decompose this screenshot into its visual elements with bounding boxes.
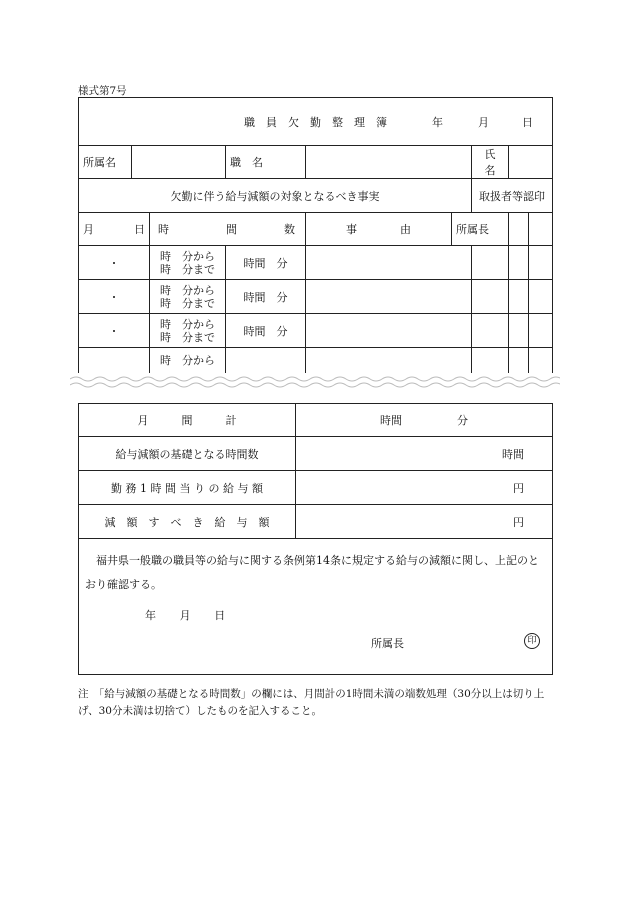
name-field[interactable] [509,146,553,179]
column-header-row [79,213,553,246]
date-cell[interactable]: ・ [79,280,150,314]
section-row [79,179,553,213]
hourly-pay-row [79,471,553,505]
reason-col-label-b: 由 [400,223,411,236]
basis-hours-row [79,437,553,471]
basis-hours-value[interactable]: 時間 [296,437,553,471]
date-cell[interactable]: ・ [79,314,150,348]
reason-cell[interactable] [306,314,472,348]
approval-col-2 [509,213,529,246]
dept-head-seal-cell[interactable] [472,280,509,314]
time-col-label: 時 [158,223,169,236]
time-to: 時 分まで [160,330,215,344]
reduction-row [79,505,553,539]
count-col-label: 数 [284,223,295,236]
monthly-total-label: 月 間 計 [79,404,296,437]
dept-head-seal-cell[interactable] [472,246,509,280]
time-range-cell[interactable] [150,280,226,314]
confirmation-row [79,539,553,675]
time-from: 時 分から [160,317,215,331]
time-from: 時 分から [160,283,215,297]
dept-label: 所属名 [79,146,132,179]
approval-seal-cell[interactable] [509,280,529,314]
date-cell[interactable]: ・ [79,246,150,280]
approval-seal-cell[interactable] [529,314,553,348]
title-cell [79,98,553,146]
approval-heading: 取扱者等認印 [472,179,553,213]
record-row[interactable] [79,246,553,280]
record-row[interactable] [79,314,553,348]
monthly-total-value[interactable]: 時間 分 [296,404,553,437]
signature-line [79,631,552,661]
hours-cell[interactable]: 時間 分 [226,280,306,314]
signer-label: 所属長 [371,637,404,650]
header-month: 月 [478,115,489,129]
reason-cell[interactable] [306,280,472,314]
approval-seal-cell[interactable] [529,246,553,280]
confirmation-statement: 福井県一般職の職員等の給与に関する条例第14条に規定する給与の減額に関し、上記のとおり確認する。 [85,554,539,591]
time-range-cell[interactable] [150,246,226,280]
form-number: 様式第7号 [78,85,127,97]
dept-head-header: 所属長 [452,213,509,246]
monthly-total-row [79,404,553,437]
header-day: 日 [522,115,533,129]
register-title: 職 員 欠 勤 整 理 簿 [244,115,387,129]
day-col-label: 日 [134,223,145,236]
summary-table [78,403,553,675]
month-col-label: 月 [83,223,94,236]
time-from: 時 分から [160,249,215,263]
time-from: 時 分から [160,354,215,367]
reason-col-label-a: 事 [346,223,357,236]
position-label: 職 名 [226,146,306,179]
header-year: 年 [432,115,443,129]
between-col-label: 間 [226,223,237,236]
basis-hours-label: 給与減額の基礎となる時間数 [79,437,296,471]
approval-col-3 [529,213,553,246]
approval-seal-cell[interactable] [509,246,529,280]
hourly-pay-value[interactable]: 円 [296,471,553,505]
reason-cell[interactable] [306,246,472,280]
record-row[interactable] [79,280,553,314]
confirmation-cell [79,539,553,675]
time-to: 時 分まで [160,296,215,310]
dept-field[interactable] [132,146,226,179]
attendance-table [78,97,553,382]
name-label: 氏 名 [472,146,509,179]
seal-mark: 印 [524,633,540,649]
title-row [79,98,553,146]
month-day-header [79,213,150,246]
reduction-label: 減 額 す べ き 給 与 額 [79,505,296,539]
hours-header [150,213,306,246]
time-to: 時 分まで [160,262,215,276]
time-range-cell[interactable] [150,314,226,348]
reduction-value[interactable]: 円 [296,505,553,539]
dept-head-seal-cell[interactable] [472,314,509,348]
wavy-break-lines [70,373,560,401]
approval-seal-cell[interactable] [509,314,529,348]
info-row [79,146,553,179]
footnote: 注 「給与減額の基礎となる時間数」の欄には、月間計の1時間未満の端数処理（30分以上は切り上げ、30分未満は切捨て）したものを記入すること。 [78,688,545,717]
hours-cell[interactable]: 時間 分 [226,314,306,348]
facts-heading: 欠勤に伴う給与減額の対象となるべき事実 [79,179,472,213]
hours-cell[interactable]: 時間 分 [226,246,306,280]
approval-seal-cell[interactable] [529,280,553,314]
hourly-pay-label: 勤 務 1 時 間 当 り の 給 与 額 [79,471,296,505]
reason-header [306,213,452,246]
position-field[interactable] [306,146,472,179]
omission-break [70,373,560,401]
confirmation-date[interactable]: 年 月 日 [145,609,226,622]
